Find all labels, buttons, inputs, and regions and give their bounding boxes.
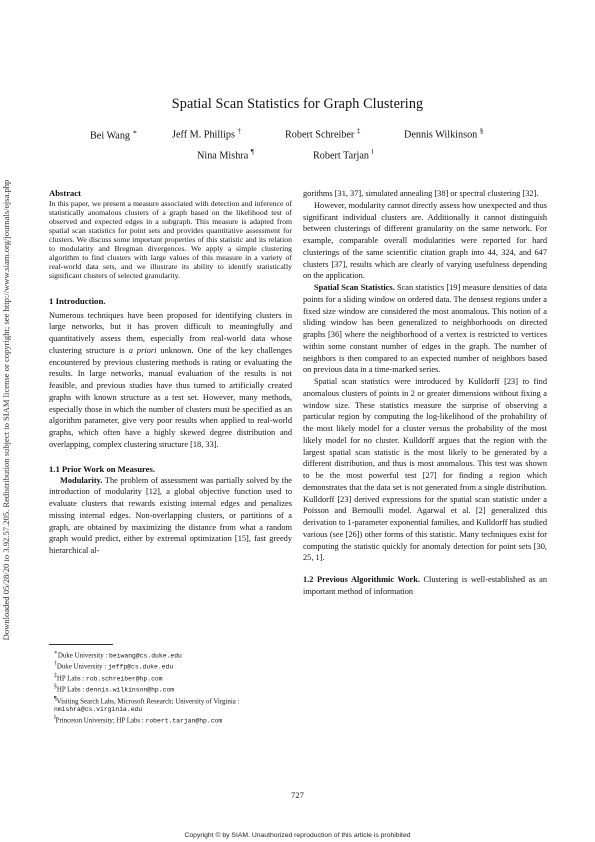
continued-paragraph: gorithms [31, 37], simulated annealing [38] or spectral clustering [32].: [303, 189, 539, 198]
footnote: [49, 695, 292, 714]
author-name: Bei Wang: [90, 130, 131, 142]
author-mark: §: [479, 128, 484, 135]
algorithmic-work-paragraph: [303, 574, 547, 598]
right-column: [303, 188, 547, 598]
footnote-email: jeffp@cs.duke.edu: [107, 663, 174, 671]
author: [90, 128, 137, 141]
footnote-email: rob.schreiber@hp.com: [85, 675, 163, 683]
footnote-mark: ∗: [54, 650, 58, 656]
run-in-heading: Modularity.: [60, 475, 103, 485]
author: [172, 128, 241, 140]
copyright-notice: Copyright © by SIAM. Unauthorized reproduction of this article is prohibited: [184, 832, 411, 839]
footnote-rule: [49, 644, 113, 645]
footnote-email: nmishra@cs.virginia.edu: [54, 705, 143, 713]
footnote-text: Princeton University; HP Labs :: [55, 717, 146, 725]
abstract-text: In this paper, we present a measure associated with detection and inference of statistically anomalous clusters of a graph based on the likelihood test of observed and expected edges in a subgraph. This measure is adapted from spatial scan statistics for point sets and provides quantitative assessment for clusters. We discuss some important properties of this statistic and its relation to modularity and Bregman divergences. We apply a simple clustering algorithm to find clusters with large values of this measure in a variety of real-world data sets, and we illustrate its ability to identify statistically significant clusters of selected granularity.: [49, 199, 292, 280]
author-mark: ‖: [371, 149, 374, 156]
footnote: [49, 683, 292, 694]
text-run: The problem of assessment was partially solved by the introduction of modularity [12], a global objective function used to evaluate clusters that rewards existing internal edges and penalizes missing internal edges. Non-overlapping clusters, or partitions of a graph, are obtained by maximizing the distance from what a random graph would predict, either by extremal optimization [15], fast greedy hierarchical al-: [49, 475, 292, 556]
author: [197, 149, 254, 161]
author-name: Robert Schreiber: [285, 129, 355, 141]
section-heading: 1 Introduction.: [49, 295, 106, 306]
text-run: Numerous techniques have been proposed for identifying clusters in large networks, but it has proven difficult to meaningfully and quantitatively assess them, especially from real-world data whose clustering structure is: [49, 310, 292, 355]
footnote-text: Duke University :: [56, 663, 108, 671]
modularity-paragraph: [49, 475, 292, 557]
footnote: [49, 660, 292, 671]
author: [404, 128, 483, 140]
author-name: Robert Tarjan: [313, 150, 369, 162]
however-paragraph: However, modularity cannot directly assess how unexpected and thus significant individual clusters are. Additionally it cannot distinguish between clusterings of different granularity on the same network. For example, comparable overall modularities were reported for hard clusterings of the same scientific citation graph into 44, 324, and 647 clusters [37], results which are clearly of varying usefulness depending on the application.: [303, 200, 547, 281]
side-note-text: Downloaded 05/28/20 to 3.92.57.205. Redistribution subject to SIAM license or copyright; see http://www.siam.org/journals/ojsa.php: [1, 179, 11, 641]
text-run: Clustering is well-established as an important method of information: [303, 575, 547, 596]
footnote-email: dennis.wilkinson@hp.com: [85, 686, 175, 694]
author-name: Nina Mishra: [197, 150, 249, 162]
footnote-text: Visiting Search Labs, Microsoft Research; University of Virginia :: [56, 697, 240, 705]
run-in-heading: Spatial Scan Statistics.: [314, 283, 395, 292]
text-emphasis: a priori: [128, 345, 157, 355]
footnote-mark: ¶: [54, 695, 57, 702]
subsection-heading: 1.2 Previous Algorithmic Work.: [303, 575, 420, 584]
footnote-mark: ‡: [54, 672, 57, 679]
subsection-heading: 1.1 Prior Work on Measures.: [49, 463, 155, 474]
text-run: unknown. One of the key challenges encountered by previous clustering methods is rating or evaluating the results. In large networks, manual evaluation of the results is not feasible, and previous studies have thus turned to artificially created graphs with known structure as a test set. However, many methods, especially those in which the number of clusters must be specified as an algorithm parameter, give very poor results when applied to real-world graphs, which often have a highly skewed degree distribution and overlapping, complex clustering structure [18, 33].: [49, 345, 292, 449]
footnote-mark: †: [54, 661, 57, 668]
author: [285, 128, 360, 140]
footnote-text: Duke University :: [57, 652, 110, 660]
left-column: [49, 188, 292, 557]
footnote-mark: ‖: [54, 715, 56, 722]
footnote: [49, 672, 292, 683]
author-mark: †: [237, 128, 241, 135]
footnotes: [49, 644, 292, 725]
footnote: [49, 649, 292, 660]
footnote-text: HP Labs :: [56, 686, 86, 694]
author-mark: ‡: [356, 128, 361, 135]
scan-statistics-paragraph: [303, 282, 547, 376]
abstract-heading: Abstract: [49, 188, 81, 198]
footnote-email: robert.tarjan@hp.com: [145, 717, 223, 725]
text-run: Scan statistics [19] measure densities of data points for a sliding window on ordered data. The densest regions under a fixed size window are considered the most anomalous. This notion of a sliding window has been generalized to neighborhoods on directed graphs [36] where the neighborhood of a vertex is restricted to vertices within some constant number of edges in the graph. The number of neighbors is then compared to an expected number of neighbors based on previous data in a time-marked series.: [303, 283, 547, 375]
page-number: 727: [291, 790, 304, 800]
intro-paragraph: [49, 310, 292, 451]
paper-title: Spatial Scan Statistics for Graph Clustering: [171, 96, 424, 112]
footnote: [49, 714, 292, 725]
author-name: Dennis Wilkinson: [404, 129, 478, 141]
footnote-email: beiwang@cs.duke.edu: [109, 652, 182, 660]
author-name: Jeff M. Phillips: [172, 129, 235, 141]
side-note: [0, 150, 14, 670]
author-mark: ¶: [250, 149, 254, 156]
kulldorff-paragraph: Spatial scan statistics were introduced by Kulldorff [23] to find anomalous clusters of points in 2 or greater dimensions without fixing a window size. These statistics measure the surprise of observing a particular region by computing the log-likelihood of the probability of the most likely model for a cluster versus the probability of the most likely model for no cluster. Kulldorff argues that the region with the largest spatial scan statistic is the most likely to be generated by a different distribution, and thus is most anomalous. This test was shown to be the most powerful test [27] for finding a region which demonstrates that the data set is not generated from a single distribution. Kulldorff [23] derived expressions for the spatial scan statistic under a Poisson and Bernoulli model. Agarwal et al. [2] generalized this derivation to 1-parameter exponential families, and Kulldorff has studied various (see [26]) other forms of this statistic. Many techniques exist for computing the statistic quickly for anomaly detection for point sets [30, 25, 1].: [303, 377, 547, 563]
author-mark: ∗: [132, 129, 138, 136]
footnote-text: HP Labs :: [56, 675, 86, 683]
footnote-mark: §: [54, 684, 57, 691]
author: [313, 149, 373, 161]
